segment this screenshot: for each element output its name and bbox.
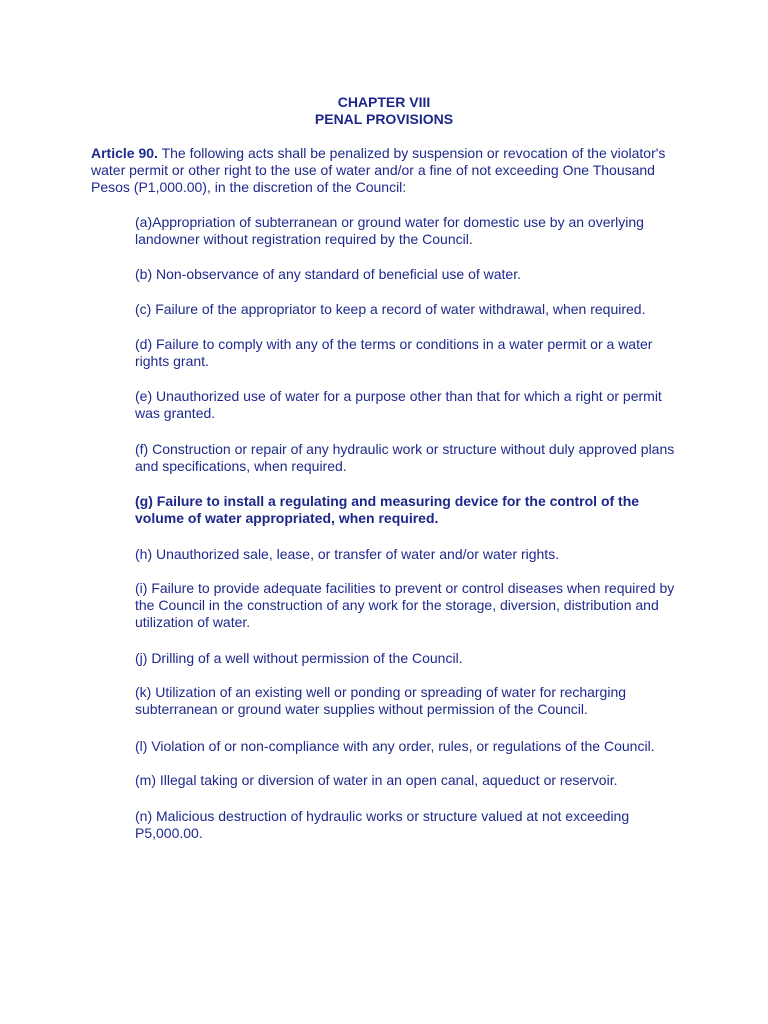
list-item: (i) Failure to provide adequate facilities to prevent or control diseases when required by the Council in the construction of any work for the storage, diversion, distribution and utilization of water. (135, 580, 675, 630)
list-item: (k) Utilization of an existing well or ponding or spreading of water for recharging subterranean or ground water supplies without permission of the Council. (135, 684, 627, 717)
list-item: (f) Construction or repair of any hydraulic work or structure without duly approved plans and specifications, when required. (135, 441, 675, 474)
list-item: (l) Violation of or non-compliance with any order, rules, or regulations of the Council. (135, 738, 655, 754)
list-item: (m) Illegal taking or diversion of water in an open canal, aqueduct or reservoir. (135, 772, 618, 788)
list-item: (a)Appropriation of subterranean or ground water for domestic use by an overlying landowner without registration required by the Council. (135, 214, 644, 247)
list-item: (e) Unauthorized use of water for a purpose other than that for which a right or permit was granted. (135, 388, 662, 421)
article-label: Article 90. (91, 145, 158, 161)
list-item: (b) Non-observance of any standard of beneficial use of water. (135, 266, 521, 282)
list-item: (n) Malicious destruction of hydraulic works or structure valued at not exceeding P5,000.00. (135, 808, 630, 841)
list-item: (j) Drilling of a well without permission of the Council. (135, 650, 463, 666)
list-item: (d) Failure to comply with any of the terms or conditions in a water permit or a water rights grant. (135, 336, 653, 369)
list-item: (c) Failure of the appropriator to keep a record of water withdrawal, when required. (135, 301, 646, 317)
article-text: The following acts shall be penalized by suspension or revocation of the violator's water permit or other right to the use of water and/or a fine of not exceeding One Thousand Pesos (P1,000.00), in the discretion of the Council: (91, 145, 666, 195)
chapter-heading: CHAPTER VIII (337, 94, 431, 110)
article-paragraph (91, 145, 681, 196)
list-item: (g) Failure to install a regulating and measuring device for the control of the volume of water appropriated, when required. (135, 493, 640, 526)
chapter-title: PENAL PROVISIONS (314, 111, 454, 127)
list-item: (h) Unauthorized sale, lease, or transfer of water and/or water rights. (135, 546, 560, 562)
